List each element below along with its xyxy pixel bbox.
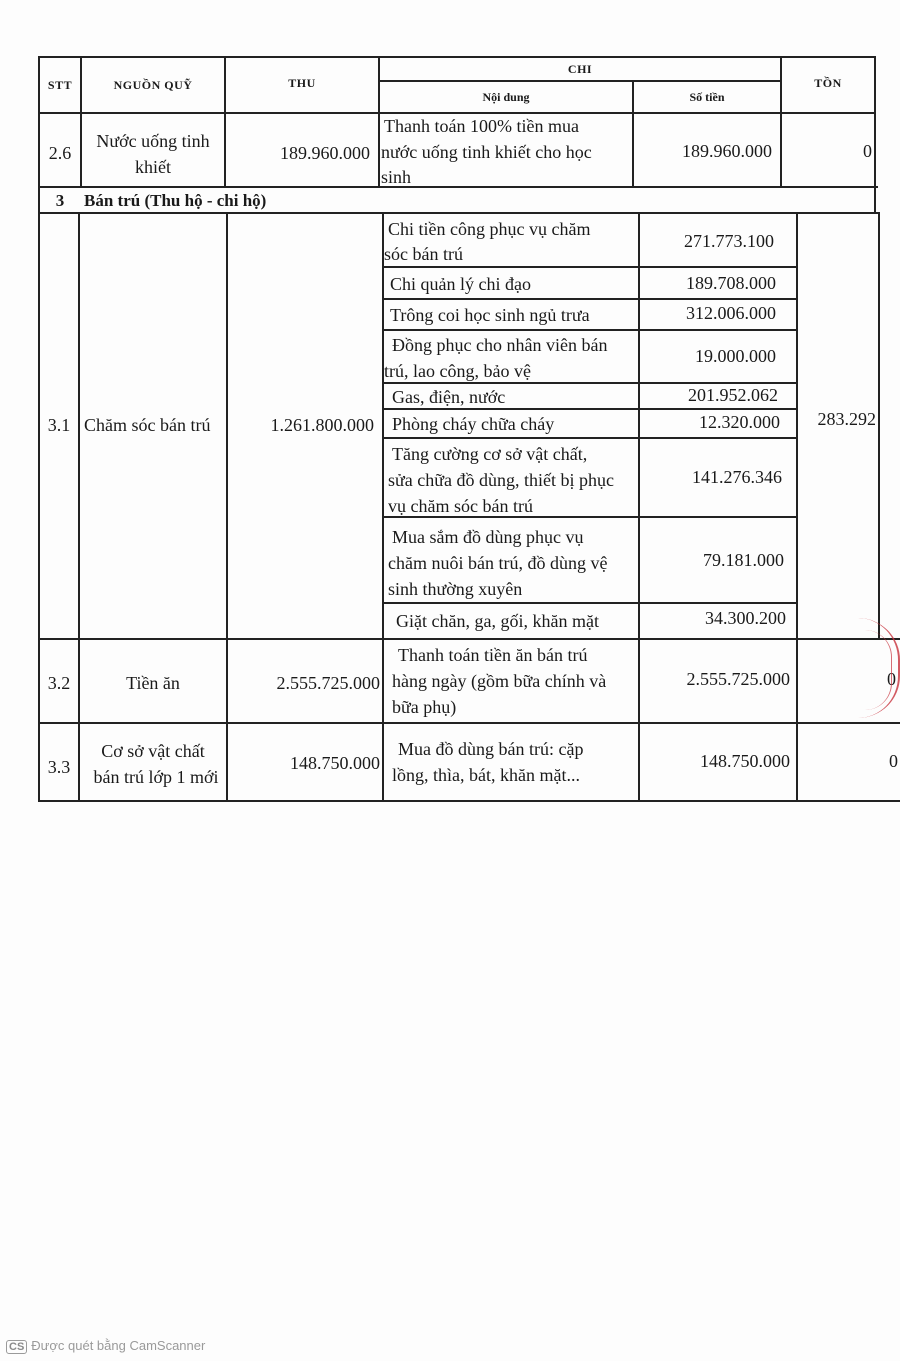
cell-noi-dung: Mua đồ dùng bán trú: cặp xyxy=(398,739,584,759)
cell-stt: 3.2 xyxy=(47,673,71,693)
cell-nguon-quy: khiết xyxy=(135,157,171,177)
cell-stt: 2.6 xyxy=(48,143,72,163)
item-amount: 12.320.000 xyxy=(699,412,780,432)
cell-nguon-quy: Chăm sóc bán trú xyxy=(84,415,211,435)
table-border-right xyxy=(874,56,876,214)
item-noi-dung: Chi tiền công phục vụ chăm xyxy=(388,219,591,239)
cell-nguon-quy: Tiền ăn xyxy=(126,673,180,693)
item-noi-dung: chăm nuôi bán trú, đồ dùng vệ xyxy=(388,553,608,573)
camscanner-watermark xyxy=(6,1338,205,1354)
subrow-divider xyxy=(382,437,796,439)
cell-thu: 148.750.000 xyxy=(290,753,380,773)
item-noi-dung: vụ chăm sóc bán trú xyxy=(388,496,533,516)
cell-thu: 2.555.725.000 xyxy=(276,673,380,693)
item-noi-dung: Chi quản lý chi đạo xyxy=(390,274,531,294)
cell-noi-dung: nước uống tinh khiết cho học xyxy=(381,142,592,162)
section-stt: 3 xyxy=(55,191,65,210)
col-divider xyxy=(226,212,228,802)
header-so-tien: Số tiền xyxy=(689,90,725,104)
col-divider xyxy=(382,212,384,802)
cell-noi-dung: lồng, thìa, bát, khăn mặt... xyxy=(392,765,580,785)
header-stt: STT xyxy=(47,78,73,92)
item-noi-dung: Mua sắm đồ dùng phục vụ xyxy=(392,527,584,547)
watermark-text: Được quét bằng CamScanner xyxy=(31,1338,206,1353)
section-title: Bán trú (Thu hộ - chi hộ) xyxy=(84,191,267,210)
table-border-bottom xyxy=(38,800,900,802)
item-amount: 141.276.346 xyxy=(692,467,782,487)
header-thu: THU xyxy=(288,76,316,90)
cell-thu: 189.960.000 xyxy=(280,143,370,163)
item-amount: 201.952.062 xyxy=(688,385,778,405)
cell-so-tien: 148.750.000 xyxy=(700,751,790,771)
item-amount: 312.006.000 xyxy=(686,303,776,323)
cell-ton: 0 xyxy=(889,751,898,771)
item-noi-dung: Tăng cường cơ sở vật chất, xyxy=(392,444,588,464)
row-divider xyxy=(38,638,900,640)
item-amount: 271.773.100 xyxy=(684,231,774,251)
cell-noi-dung: Thanh toán tiền ăn bán trú xyxy=(398,645,588,665)
cell-noi-dung: sinh xyxy=(381,167,412,187)
cell-nguon-quy: Cơ sở vật chất xyxy=(101,741,205,761)
cell-stt: 3.1 xyxy=(47,415,71,435)
cell-ton: 0 xyxy=(863,141,872,161)
header-noi-dung: Nội dung xyxy=(482,90,530,104)
item-noi-dung: Giặt chăn, ga, gối, khăn mặt xyxy=(396,611,599,631)
camscanner-logo-icon: CS xyxy=(6,1340,27,1354)
item-noi-dung: Trông coi học sinh ngủ trưa xyxy=(390,305,590,325)
item-noi-dung: sinh thường xuyên xyxy=(388,579,523,599)
header-nguon-quy: NGUỒN QUỸ xyxy=(113,78,193,92)
item-noi-dung: Đồng phục cho nhân viên bán xyxy=(392,335,608,355)
cell-nguon-quy: Nước uống tinh xyxy=(96,131,210,151)
col-divider xyxy=(78,212,80,802)
cell-nguon-quy: bán trú lớp 1 mới xyxy=(93,767,219,787)
cell-noi-dung: Thanh toán 100% tiền mua xyxy=(384,116,579,136)
cell-ton: 0 xyxy=(887,669,896,689)
cell-noi-dung: bữa phụ) xyxy=(392,697,457,717)
header-chi: CHI xyxy=(567,62,593,76)
item-amount: 79.181.000 xyxy=(703,550,784,570)
subrow-divider xyxy=(382,602,796,604)
item-noi-dung: sửa chữa đồ dùng, thiết bị phục xyxy=(388,470,614,490)
item-amount: 34.300.200 xyxy=(705,608,786,628)
cell-ton: 283.292 xyxy=(817,409,876,429)
subrow-divider xyxy=(382,329,796,331)
table-border-right xyxy=(878,212,880,638)
cell-stt: 3.3 xyxy=(47,757,71,777)
item-noi-dung: sóc bán trú xyxy=(384,244,463,264)
cell-so-tien: 2.555.725.000 xyxy=(686,669,790,689)
header-ton: TỒN xyxy=(814,76,842,90)
item-noi-dung: Phòng cháy chữa cháy xyxy=(392,414,555,434)
item-noi-dung: Gas, điện, nước xyxy=(392,387,506,407)
item-noi-dung: trú, lao công, bảo vệ xyxy=(384,361,531,381)
item-amount: 19.000.000 xyxy=(695,346,776,366)
cell-thu: 1.261.800.000 xyxy=(270,415,374,435)
cell-so-tien: 189.960.000 xyxy=(682,141,772,161)
cell-noi-dung: hàng ngày (gồm bữa chính và xyxy=(392,671,607,691)
row-divider xyxy=(38,722,900,724)
col-divider xyxy=(796,212,798,802)
item-amount: 189.708.000 xyxy=(686,273,776,293)
